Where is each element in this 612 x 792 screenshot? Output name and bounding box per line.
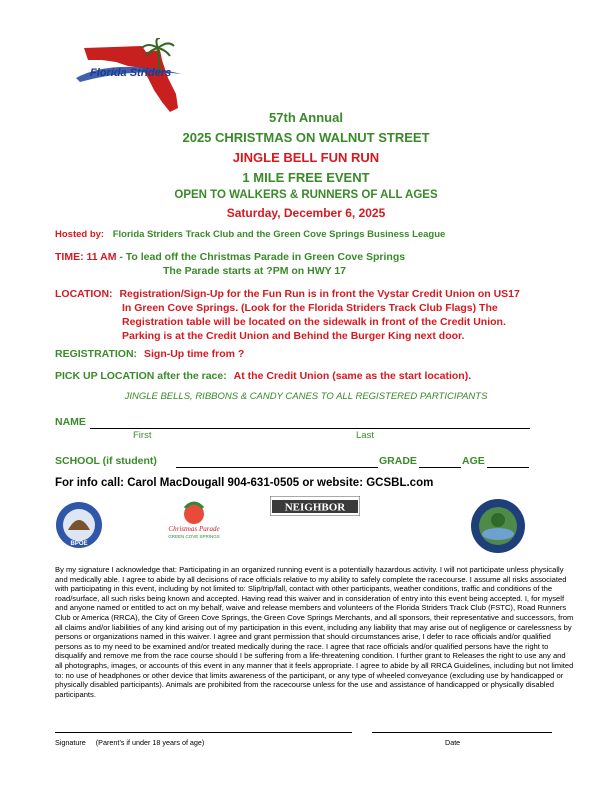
- heading-date: Saturday, December 6, 2025: [226, 206, 386, 220]
- florida-striders-logo: [72, 38, 187, 116]
- time-line2: The Parade starts at ?PM on HWY 17: [163, 265, 347, 277]
- hosted-label: Hosted by:: [55, 229, 105, 240]
- heading-annual: 57th Annual: [269, 110, 343, 125]
- neighbor-logo: [270, 496, 360, 516]
- school-input-line[interactable]: [176, 467, 378, 468]
- logo-text: Florida Striders: [90, 67, 172, 79]
- svg-text:NEIGHBOR: NEIGHBOR: [284, 501, 346, 514]
- signature-caption: [55, 738, 204, 747]
- location-line1: Registration/Sign-Up for the Fun Run is in front the Vystar Credit Union on US17: [119, 288, 520, 300]
- jingle-line: JINGLE BELLS, RIBBONS & CANDY CANES TO ALL REGISTERED PARTICIPANTS: [124, 391, 488, 402]
- city-seal-logo: [470, 498, 526, 554]
- grade-label: GRADE: [379, 455, 417, 467]
- date-label: Date: [445, 738, 461, 747]
- age-label: AGE: [462, 455, 485, 467]
- heading-open: OPEN TO WALKERS & RUNNERS OF ALL AGES: [174, 189, 438, 201]
- signature-label: Signature: [55, 738, 86, 747]
- name-label: NAME: [55, 416, 86, 428]
- time-section: [55, 250, 405, 265]
- location-section: [55, 287, 585, 302]
- hosted-line: [55, 229, 445, 240]
- signature-line[interactable]: [55, 732, 352, 733]
- time-line1: - To lead off the Christmas Parade in Green Cove Springs: [116, 251, 406, 263]
- location-line3: Registration table will be located on the sidewalk in front of the Credit Union.: [122, 316, 506, 328]
- location-line2: In Green Cove Springs. (Look for the Florida Striders Track Club Flags) The: [122, 302, 498, 314]
- elks-logo: [54, 500, 104, 550]
- time-label: TIME: 11 AM: [55, 251, 117, 263]
- first-label: First: [133, 430, 152, 441]
- grade-input-line[interactable]: [419, 467, 461, 468]
- info-line: For info call: Carol MacDougall 904-631-0505 or website: GCSBL.com: [55, 477, 434, 489]
- registration-line: [55, 347, 244, 362]
- name-input-line[interactable]: [90, 428, 530, 429]
- age-input-line[interactable]: [487, 467, 529, 468]
- christmas-parade-logo: [165, 500, 223, 550]
- registration-label: REGISTRATION:: [55, 348, 138, 360]
- hosted-text: Florida Striders Track Club and the Green Cove Springs Business League: [112, 229, 446, 240]
- date-line[interactable]: [372, 732, 552, 733]
- location-label: LOCATION:: [55, 288, 113, 300]
- svg-text:GREEN COVE SPRINGS: GREEN COVE SPRINGS: [168, 534, 220, 539]
- svg-text:Christmas Parade: Christmas Parade: [168, 525, 220, 533]
- heading-run: JINGLE BELL FUN RUN: [232, 150, 380, 165]
- last-label: Last: [356, 430, 374, 441]
- registration-text: Sign-Up time from ?: [143, 348, 245, 360]
- waiver-text: By my signature I acknowledge that: Participating in an organized running event is a potentially hazardous activity. I will not participate unless physically and medically able. I agree to abide by all decisions of race officials relative to my ability to safely complete the racecourse. I assume all risks associated with participating in this event, including by not limited to: Slip/trip/fall, contact with other participants, weather conditions, traffic and conditions of the road/surface, all such risks being known and accepted. Having read this waiver and in consideration of entry into this event being accepted. I, for myself and anyone named or entitled to act on my behalf, waive and release members and volunteers of the Florida Striders Track Club (FSTC), Road Runners Club or America (RRCA), the City of Green Cove Springs, the Green Cove Springs Merchants, and all sponsors, their representative and successors, from all claims and/or liabilities of any kind arising out of my participation in this event, including any liability that may arise out of negligence or carelessness by persons or organizations named in this waiver. I agree and grant permission that should circumstances arise, I defer to race officials and/or qualified persons as to my need to be examined and/or treated medically during the race. I agree that race officials and/or qualified persons have the right to disqualify and remove me from the race course should I be suffering from a life-threatening condition. I further grant to Releases the right to use any and all photographs, images, or accounts of this event in any manner that it feels appropriate. I agree to abide by all RRCA Guidelines, including but not limited to: no use of headphones or other device that limits awareness of the participant, or any type of wheeled conveyance (excluding use by handicapped or physically disabled participants). Animals are prohibited from the racecourse unless for the use and assistance of handicapped or physically disabled participants.: [55, 565, 574, 699]
- heading-title: 2025 CHRISTMAS ON WALNUT STREET: [182, 130, 430, 145]
- pickup-label: PICK UP LOCATION after the race:: [55, 370, 227, 382]
- pickup-line: [55, 369, 471, 384]
- svg-text:BPOE: BPOE: [70, 541, 88, 547]
- parent-note: (Parent’s if under 18 years of age): [95, 738, 205, 747]
- heading-mile: 1 MILE FREE EVENT: [242, 170, 370, 185]
- school-label: SCHOOL (if student): [55, 455, 157, 467]
- pickup-text: At the Credit Union (same as the start location).: [233, 370, 472, 382]
- location-line4: Parking is at the Credit Union and Behind the Burger King next door.: [122, 330, 465, 342]
